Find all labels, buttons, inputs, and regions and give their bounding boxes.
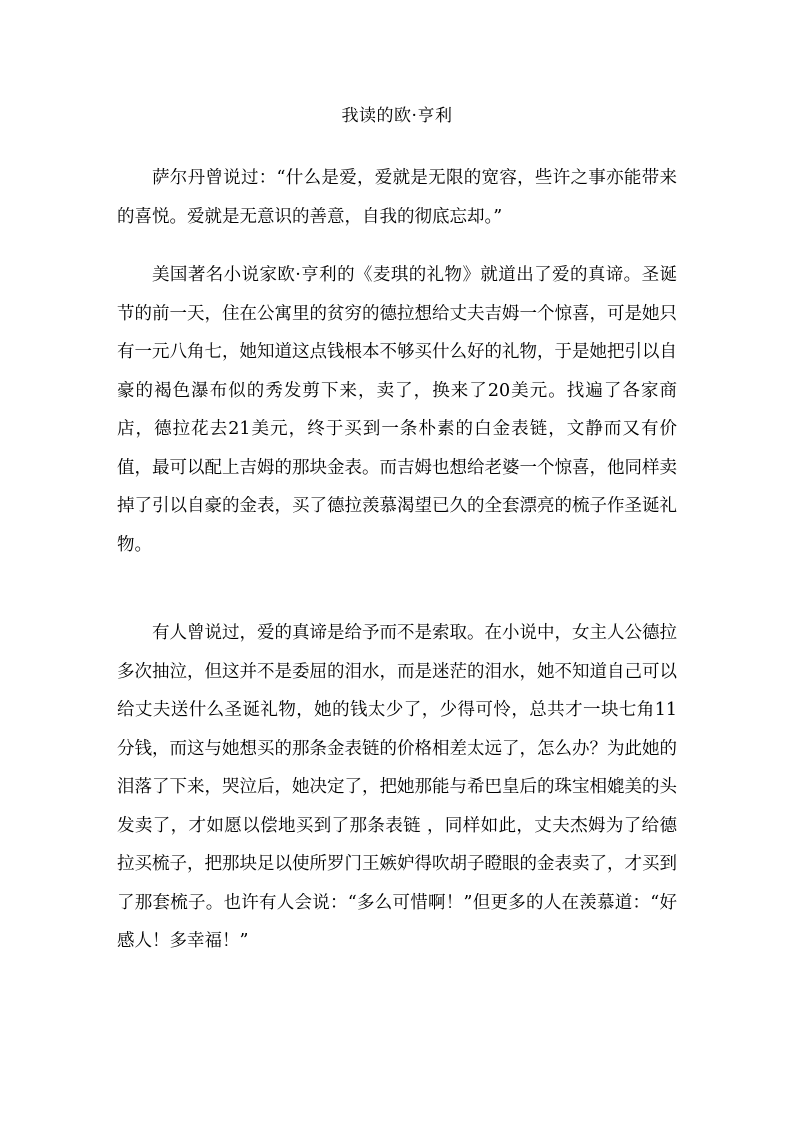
paragraph-2: 美国著名小说家欧·亨利的《麦琪的礼物》就道出了爱的真谛。圣诞节的前一天，住在公寓里的贫穷的德拉想给丈夫吉姆一个惊喜，可是她只有一元八角七，她知道这点钱根本不够买什么好的礼物，于是她把引以自豪的褐色瀑布似的秀发剪下来，卖了，换来了20美元。找遍了各家商店，德拉花去21美元，终于买到一条朴素的白金表链，文静而又有价值，最可以配上吉姆的那块金表。而吉姆也想给老婆一个惊喜，他同样卖掉了引以自豪的金表，买了德拉羡慕渴望已久的全套漂亮的梳子作圣诞礼物。	[117, 265, 677, 555]
document-title: 我读的欧·亨利	[341, 106, 453, 126]
paragraph-1: 萨尔丹曾说过：“什么是爱，爱就是无限的宽容，些许之事亦能带来的喜悦。爱就是无意识的善意，自我的彻底忘却。”	[117, 168, 677, 227]
paragraph-3: 有人曾说过，爱的真谛是给予而不是索取。在小说中，女主人公德拉多次抽泣，但这并不是委屈的泪水，而是迷茫的泪水，她不知道自己可以给丈夫送什么圣诞礼物，她的钱太少了，少得可怜，总共才一块七角11分钱，而这与她想买的那条金表链的价格相差太远了，怎么办？为此她的泪落了下来，哭泣后，她决定了，把她那能与希巴皇后的珠宝相媲美的头发卖了，才如愿以偿地买到了那条表链 ，同样如此，丈夫杰姆为了给德拉买梳子，把那块足以使所罗门王嫉妒得吹胡子瞪眼的金表卖了，才买到了那套梳子。也许有人会说：“多么可惜啊！”但更多的人在羡慕道：“好感人！多幸福！”	[117, 623, 677, 951]
